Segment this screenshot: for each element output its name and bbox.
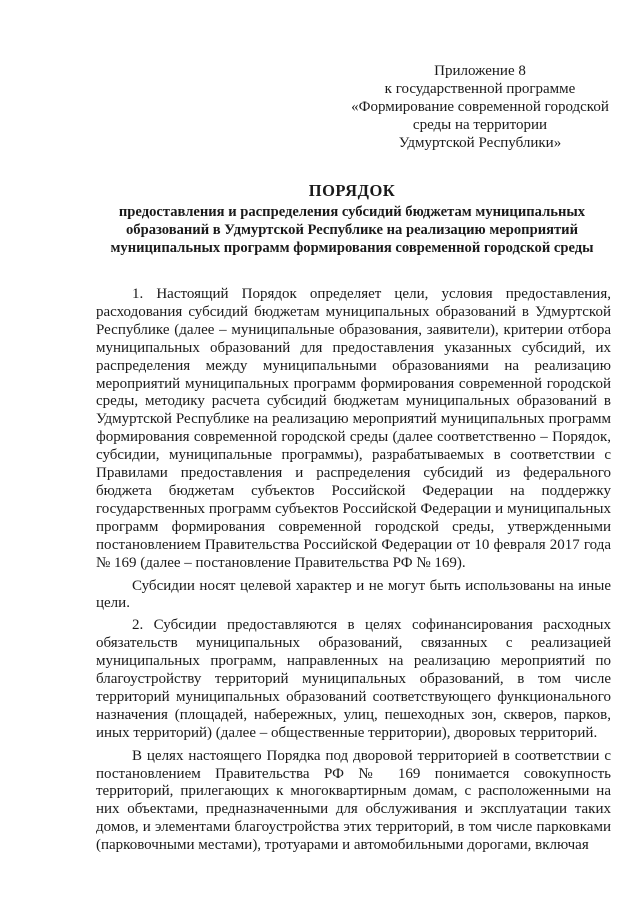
document-body [96,286,611,860]
paragraph-2: 2. Субсидии предоставляются в целях софинансирования расходных обязательств муниципальных образований, связанных с реализацией муниципальных программ, направленных на реализацию мероприятий по благоустройству территорий муниципальных образований, в том числе территорий муниципальных образований соответствующего функционального назначения (площадей, набережных, улиц, пешеходных зон, скверов, парков, иных территорий) (далее – общественные территории), дворовых территорий. [96,617,611,741]
appendix-line-number: Приложение 8 [434,63,526,79]
paragraph-1: 1. Настоящий Порядок определяет цели, условия предоставления, расходования субсидий бюджетам муниципальных образований в Удмуртской Республике (далее – муниципальные образования, заявители), критерии отбора муниципальных образований для предоставления указанных субсидий, их распределения между муниципальными образованиями на реализацию мероприятий муниципальных программ формирования современной городской среды, методику расчета субсидий бюджетам муниципальных образований в Удмуртской Республике на реализацию мероприятий муниципальных программ формирования современной городской среды (далее соответственно – Порядок, субсидии, муниципальные программы), разрабатываемых в соответствии с Правилами предоставления и распределения субсидий из федерального бюджета бюджетам субъектов Российской Федерации на поддержку государственных программ субъектов Российской Федерации и муниципальных программ формирования современной городской среды, утвержденными постановлением Правительства Российской Федерации от 10 февраля 2017 года № 169 (далее – постановление Правительства РФ № 169). [96,286,611,571]
appendix-line-territory: среды на территории [412,117,548,133]
appendix-line-program: к государственной программе [384,81,576,97]
appendix-block [330,62,630,152]
document-subtitle: предоставления и распределения субсидий бюджетам муниципальных образований в Удмуртской Республике на реализацию мероприятий муниципальных программ формирования современной городской среды [110,204,594,256]
document-title: ПОРЯДОК [308,181,396,200]
paragraph-yard-territory: В целях настоящего Порядка под дворовой территорией в соответствии с постановлением Правительства РФ № 169 понимается совокупность территорий, прилегающих к многоквартирным домам, с расположенными на них объектами, предназначенными для обслуживания и эксплуатации таких домов, и элементами благоустройства этих территорий, в том числе парковками (парковочными местами), тротуарами и автомобильными дорогами, включая [96,747,611,854]
appendix-line-program-name: «Формирование современной городской [351,99,609,115]
paragraph-subsidies-purpose: Субсидии носят целевой характер и не могут быть использованы на иные цели. [96,577,611,612]
appendix-line-republic: Удмуртской Республики» [398,135,562,151]
document-heading [96,181,608,257]
